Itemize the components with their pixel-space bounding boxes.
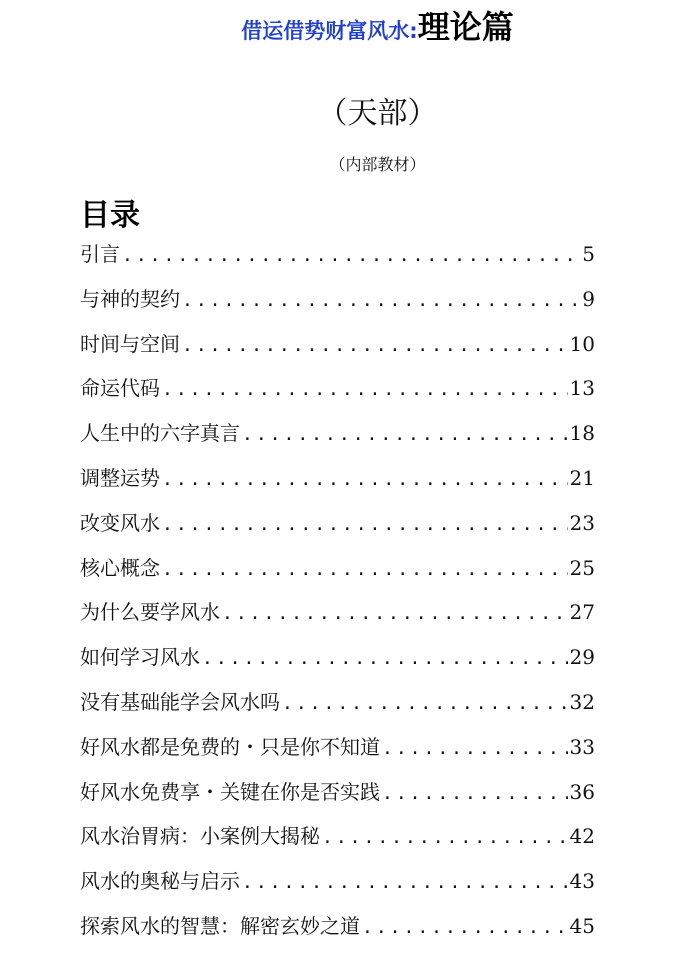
toc-entry-page: 18 <box>569 421 595 446</box>
toc-entry-page: 27 <box>569 600 595 625</box>
dot-leader <box>222 594 568 634</box>
dot-leader <box>362 908 568 948</box>
dot-leader <box>242 863 568 903</box>
toc-entry-page: 29 <box>569 645 595 670</box>
toc-entry-page: 23 <box>569 510 595 535</box>
toc-entry-label: 没有基础能学会风水吗 <box>80 689 280 714</box>
toc-entry[interactable] <box>80 772 595 817</box>
toc-entry-label: 与神的契约 <box>80 286 180 311</box>
toc-entry[interactable] <box>80 503 595 548</box>
title-prefix: 借运借势财富风水: <box>241 19 418 43</box>
table-of-contents <box>80 234 595 951</box>
toc-entry-page: 10 <box>569 331 595 356</box>
toc-entry[interactable] <box>80 234 595 279</box>
toc-entry-label: 为什么要学风水 <box>80 600 220 625</box>
toc-entry[interactable] <box>80 548 595 593</box>
toc-entry-label: 时间与空间 <box>80 331 180 356</box>
dot-leader <box>162 505 568 545</box>
dot-leader <box>162 460 568 500</box>
dot-leader <box>322 818 568 858</box>
toc-entry[interactable] <box>80 368 595 413</box>
dot-leader <box>282 684 568 724</box>
dot-leader <box>382 774 568 814</box>
toc-entry[interactable] <box>80 279 595 324</box>
toc-entry[interactable] <box>80 682 595 727</box>
toc-entry-label: 好风水免费享・关键在你是否实践 <box>80 779 380 804</box>
toc-entry-page: 36 <box>569 779 595 804</box>
dot-leader <box>162 550 568 590</box>
toc-entry[interactable] <box>80 861 595 906</box>
dot-leader <box>182 326 568 366</box>
toc-entry-label: 改变风水 <box>80 510 160 535</box>
dot-leader <box>382 729 568 769</box>
toc-heading: 目录 <box>80 198 140 233</box>
toc-entry-page: 13 <box>569 376 595 401</box>
dot-leader <box>182 281 580 321</box>
dot-leader <box>202 639 568 679</box>
dot-leader <box>162 370 568 410</box>
toc-entry[interactable] <box>80 458 595 503</box>
toc-entry-label: 如何学习风水 <box>80 645 200 670</box>
toc-entry-label: 命运代码 <box>80 376 160 401</box>
toc-entry-page: 21 <box>569 465 595 490</box>
toc-entry-label: 人生中的六字真言 <box>80 421 240 446</box>
toc-entry[interactable] <box>80 816 595 861</box>
title-main: 理论篇 <box>417 8 514 46</box>
document-subtitle: （天部） <box>317 96 438 131</box>
dot-leader <box>122 236 580 276</box>
toc-entry-page: 32 <box>569 689 595 714</box>
toc-entry-page: 25 <box>569 555 595 580</box>
toc-entry-page: 5 <box>582 242 595 266</box>
toc-entry-label: 核心概念 <box>80 555 160 580</box>
toc-entry-label: 调整运势 <box>80 465 160 490</box>
dot-leader <box>242 415 568 455</box>
toc-entry-label: 好风水都是免费的・只是你不知道 <box>80 734 380 759</box>
toc-entry[interactable] <box>80 324 595 369</box>
document-title <box>0 2 681 48</box>
toc-entry-page: 43 <box>569 869 595 894</box>
toc-entry[interactable] <box>80 413 595 458</box>
toc-entry-page: 42 <box>569 824 595 849</box>
toc-entry-label: 探索风水的智慧：解密玄妙之道 <box>80 913 360 938</box>
document-note: （内部教材） <box>329 155 426 174</box>
toc-entry-page: 9 <box>582 286 595 311</box>
toc-entry[interactable] <box>80 592 595 637</box>
toc-entry-page: 33 <box>569 734 595 759</box>
toc-entry-label: 风水治胃病：小案例大揭秘 <box>80 824 320 849</box>
toc-entry[interactable] <box>80 637 595 682</box>
toc-entry[interactable] <box>80 906 595 951</box>
toc-entry-label: 风水的奥秘与启示 <box>80 869 240 894</box>
toc-entry-label: 引言 <box>80 242 120 266</box>
toc-entry-page: 45 <box>569 913 595 938</box>
toc-entry[interactable] <box>80 727 595 772</box>
